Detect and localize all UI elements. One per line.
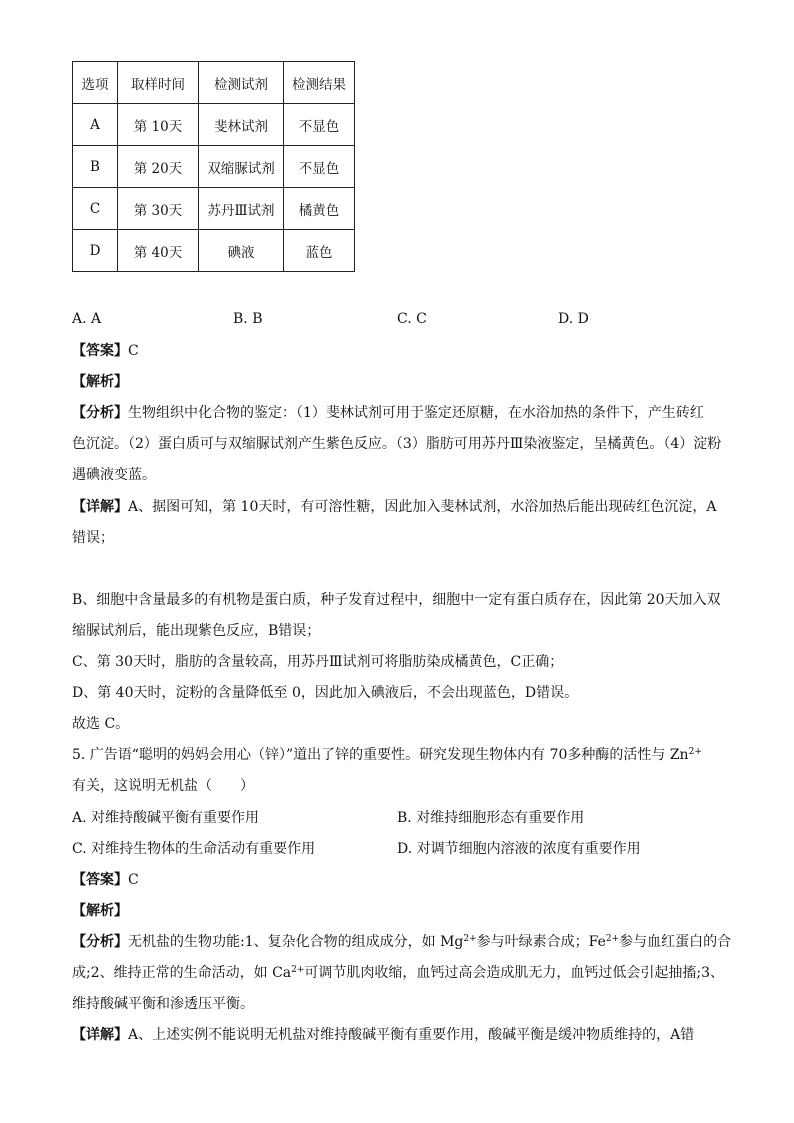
q5-answer: [72, 870, 139, 890]
table-cell: 蓝色: [284, 230, 355, 272]
fe-charge: 2+: [605, 934, 620, 944]
table-cell: 橘黄色: [284, 188, 355, 230]
q4-xiangjie-line-5: C、第 30天时，脂肪的含量较高，用苏丹Ⅲ试剂可将脂肪染成橘黄色，C正确；: [72, 654, 564, 670]
answer-tag: 【答案】: [72, 872, 128, 888]
table-cell: 第 30天: [118, 188, 199, 230]
table-cell: 第 40天: [118, 230, 199, 272]
fenxi-tag: 【分析】: [72, 934, 128, 950]
fenxi-text: 参与叶绿素合成；Fe: [476, 934, 606, 950]
fenxi-text: 成;2、维持正常的生命活动，如 Ca: [72, 965, 292, 981]
q4-answer: [72, 341, 139, 361]
fenxi-tag: 【分析】: [72, 405, 128, 421]
q4-option-c: C. C: [397, 311, 427, 327]
q4-xiangjie-line-6: D、第 40天时，淀粉的含量降低至 0，因此加入碘液后，不会出现蓝色，D错误。: [72, 685, 579, 701]
header-reagent: 检测试剂: [199, 62, 284, 104]
q5-option-c: C. 对维持生物体的生命活动有重要作用: [72, 841, 316, 857]
fenxi-text: 生物组织中化合物的鉴定：（1）斐林试剂可用于鉴定还原糖，在水浴加热的条件下，产生砖红: [128, 405, 704, 421]
table-cell: 第 10天: [118, 104, 199, 146]
table-row: [73, 146, 355, 188]
q4-fenxi-line-1: [72, 403, 704, 423]
xiangjie-tag: 【详解】: [72, 1027, 128, 1043]
table-cell: 不显色: [284, 146, 355, 188]
analysis-tag: 【解析】: [72, 903, 128, 919]
q5-fenxi-line-1: [72, 932, 731, 952]
analysis-tag: 【解析】: [72, 374, 128, 390]
table-cell: 碘液: [199, 230, 284, 272]
table-row: [73, 104, 355, 146]
ca-charge: 2+: [291, 965, 305, 975]
q4-fenxi-line-3: 遇碘液变蓝。: [72, 467, 156, 483]
q4-xiangjie-line-2: 错误；: [72, 530, 114, 546]
q5-fenxi-line-3: 维持酸碱平衡和渗透压平衡。: [72, 996, 254, 1012]
xiangjie-tag: 【详解】: [72, 499, 128, 515]
table-cell: 第 20天: [118, 146, 199, 188]
table-cell: 斐林试剂: [199, 104, 284, 146]
table-cell: D: [73, 230, 118, 272]
table-cell: 双缩脲试剂: [199, 146, 284, 188]
answer-tag: 【答案】: [72, 343, 128, 359]
header-result: 检测结果: [284, 62, 355, 104]
fenxi-text: 无机盐的生物功能:1、复杂化合物的组成成分，如 Mg: [128, 934, 464, 950]
q5-stem-line-2: 有关，这说明无机盐（ ）: [72, 778, 254, 794]
table-cell: C: [73, 188, 118, 230]
reagent-table: [72, 61, 355, 272]
q4-xiangjie-line-1: [72, 497, 716, 517]
table-row: [73, 188, 355, 230]
q5-stem-text: 5. 广告语“聪明的妈妈会用心（锌）”道出了锌的重要性。研究发现生物体内有 70多种酶的活性与 Zn: [72, 747, 689, 763]
q5-stem-line-1: [72, 745, 702, 765]
q4-xiangjie-line-3: B、细胞中含量最多的有机物是蛋白质，种子发育过程中，细胞中一定有蛋白质存在，因此第 20天加入双: [72, 592, 721, 608]
mg-charge: 2+: [463, 934, 477, 944]
q5-fenxi-line-2: [72, 963, 724, 983]
answer-value: C: [128, 343, 139, 359]
table-cell: 苏丹Ⅲ试剂: [199, 188, 284, 230]
fenxi-text: 参与血红蛋白的合: [619, 934, 732, 950]
q5-xiangjie-line-1: [72, 1025, 694, 1045]
xiangjie-text: A、上述实例不能说明无机盐对维持酸碱平衡有重要作用，酸碱平衡是缓冲物质维持的，A错: [128, 1027, 695, 1043]
q5-option-b: B. 对维持细胞形态有重要作用: [397, 810, 585, 826]
table-cell: 不显色: [284, 104, 355, 146]
header-option: 选项: [73, 62, 118, 104]
q4-option-d: D. D: [558, 311, 589, 327]
q4-analysis-heading: [72, 372, 128, 392]
xiangjie-text: A、据图可知，第 10天时，有可溶性糖，因此加入斐林试剂，水浴加热后能出现砖红色沉淀，A: [128, 499, 717, 515]
table-row: [73, 230, 355, 272]
table-cell: A: [73, 104, 118, 146]
q4-fenxi-line-2: 色沉淀。（2）蛋白质可与双缩脲试剂产生紫色反应。（3）脂肪可用苏丹Ⅲ染液鉴定，呈橘黄色。（4）淀粉: [72, 436, 722, 452]
q4-xiangjie-line-4: 缩脲试剂后，能出现紫色反应，B错误；: [72, 623, 321, 639]
q5-option-a: A. 对维持酸碱平衡有重要作用: [72, 810, 260, 826]
zn-charge: 2+: [688, 747, 702, 757]
q4-conclusion: 故选 C。: [72, 716, 130, 732]
q4-option-b: B. B: [233, 311, 263, 327]
table-header-row: [73, 62, 355, 104]
answer-value: C: [128, 872, 139, 888]
q4-option-a: A. A: [72, 311, 102, 327]
q5-analysis-heading: [72, 901, 128, 921]
table-cell: B: [73, 146, 118, 188]
fenxi-text: 可调节肌肉收缩，血钙过高会造成肌无力，血钙过低会引起抽搐;3、: [304, 965, 725, 981]
header-sample-time: 取样时间: [118, 62, 199, 104]
q5-option-d: D. 对调节细胞内溶液的浓度有重要作用: [397, 841, 641, 857]
